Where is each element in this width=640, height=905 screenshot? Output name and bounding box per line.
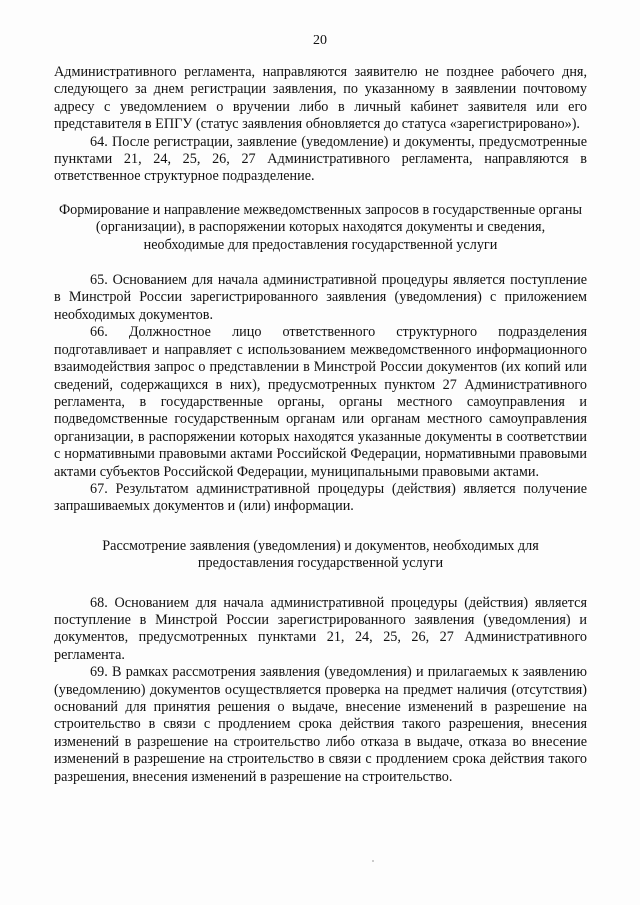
paragraph-69: 69. В рамках рассмотрения заявления (уведомления) и прилагаемых к заявлению (уведомлению) документов осуществляется проверка на предмет наличия (отсутствия) оснований для принятия решения о выдаче, внесение изменений в разрешение на строительство в связи с продлением срока действия такого разрешения, внесения изменений в разрешение на строительство либо отказа в выдаче, отказа во внесение изменений в разрешение на строительство в связи с продлением срока действия такого разрешения, внесения изменений в разрешение на строительство. [54,664,587,785]
section-heading-application-review: Рассмотрение заявления (уведомления) и документов, необходимых для предоставления государственной услуги [102,537,539,572]
scan-speck [372,860,374,862]
paragraph-66: 66. Должностное лицо ответственного структурного подразделения подготавливает и направляет с использованием межведомственного информационного взаимодействия запрос о представлении в Минстрой России документов (их копий или сведений, содержащихся в них), предусмотренных пунктом 27 Административного регламента, в государственные органы, органы местного самоуправления и подведомственные государственным органам или органам местного самоуправления организации, в распоряжении которых находятся указанные документы в соответствии с нормативными правовыми актами Российской Федерации, нормативными правовыми актами субъектов Российской Федерации, муниципальными правовыми актами. [54,324,587,480]
document-body [54,64,587,786]
page-number: 20 [313,33,327,48]
section-heading-interagency-requests: Формирование и направление межведомственных запросов в государственные органы (организации), в распоряжении которых находятся документы и сведения, необходимые для предоставления государственной услуги [58,201,583,253]
paragraph-continuation: Административного регламента, направляются заявителю не позднее рабочего дня, следующего за днем регистрации заявления, по указанному в заявлении почтовому адресу с уведомлением о вручении либо в личный кабинет заявителя или его представителя в ЕПГУ (статус заявления обновляется до статуса «зарегистрировано»). [54,64,587,133]
paragraph-68: 68. Основанием для начала административной процедуры (действия) является поступление в Минстрой России зарегистрированного заявления (уведомления) и документов, предусмотренных пунктами 21, 24, 25, 26, 27 Административного регламента. [54,594,587,663]
paragraph-64: 64. После регистрации, заявление (уведомление) и документы, предусмотренные пунктами 21, 24, 25, 26, 27 Административного регламента, направляются в ответственное структурное подразделение. [54,133,587,185]
paragraph-67: 67. Результатом административной процедуры (действия) является получение запрашиваемых документов и (или) информации. [54,480,587,515]
paragraph-65: 65. Основанием для начала административной процедуры является поступление в Минстрой России зарегистрированного заявления (уведомления) с приложением необходимых документов. [54,272,587,323]
